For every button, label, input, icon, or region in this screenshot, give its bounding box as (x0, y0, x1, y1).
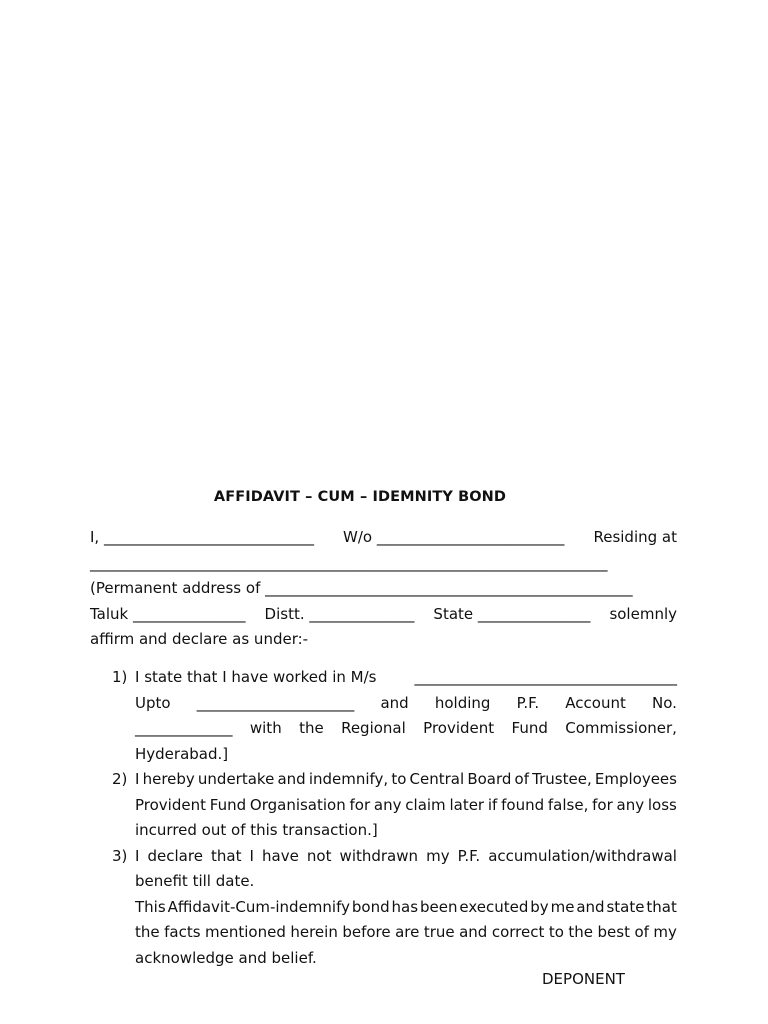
declaration-word: Provident (423, 719, 495, 737)
declaration-word: that (211, 846, 242, 865)
declaration-word: not (306, 846, 332, 865)
declaration-line (135, 767, 677, 793)
declaration-line (135, 665, 677, 691)
declaration-word: P.F. (516, 693, 540, 712)
declaration-word: Affidavit-Cum-indemnify (167, 897, 350, 916)
declaration-line: incurred out of this transaction.] (135, 821, 378, 839)
declaration-line (135, 844, 677, 870)
declaration-word: I (135, 846, 140, 865)
intro-line-1 (90, 525, 677, 551)
declaration-word: Central (409, 770, 465, 788)
declaration-line (135, 716, 677, 742)
declaration-line: acknowledge and belief. (135, 948, 317, 967)
declaration-word: me (550, 897, 575, 916)
declaration-word: _____________ (135, 719, 233, 737)
declaration-number: 1) (112, 668, 128, 686)
declaration-word: Upto (135, 693, 171, 712)
declaration-word: No. (652, 693, 677, 712)
declaration-word: hereby (142, 770, 195, 788)
declaration-word: Regional (341, 719, 406, 737)
declaration-word: are (395, 923, 420, 941)
declaration-word: holding (434, 693, 491, 712)
declaration-word: any (616, 795, 645, 814)
intro-line-5 (90, 627, 677, 653)
intro-line-4-part: Taluk _______________ (90, 604, 246, 623)
declaration-word: Commissioner, (565, 719, 677, 737)
declaration-line: benefit till date. (135, 872, 255, 890)
declaration-word: state (606, 897, 645, 916)
intro-blank-line: _____________________________________________________________________ (90, 553, 608, 572)
deponent-signature-label: DEPONENT (542, 970, 625, 988)
declaration-word: found (501, 795, 545, 814)
declaration-word: _____________________ (196, 693, 355, 712)
declaration-text (135, 665, 677, 767)
declaration-word: herein (290, 923, 338, 941)
declaration-word: and (459, 923, 488, 941)
affirm-text: affirm and declare as under:- (90, 630, 309, 648)
declaration-word: facts (164, 923, 201, 941)
declaration-word: if (487, 795, 498, 814)
intro-line-4-part: solemnly (609, 604, 677, 623)
declaration-word: to (391, 770, 407, 788)
declaration-word: the (568, 923, 594, 941)
declaration-word: and (576, 897, 605, 916)
declaration-word: Fund (511, 719, 548, 737)
declaration-word: undertake (197, 770, 275, 788)
declaration-line: Hyderabad.] (135, 744, 229, 763)
declaration-line (135, 793, 677, 819)
declaration-text (135, 844, 677, 972)
declaration-word: Trustee, (532, 770, 592, 788)
permanent-address-line: (Permanent address of _________________________________________________ (90, 579, 633, 597)
intro-line-2 (90, 551, 677, 577)
declaration-word: for (349, 795, 371, 814)
intro-line-4-part: State _______________ (433, 604, 591, 623)
document-title: AFFIDAVIT – CUM – IDEMNITY BOND (213, 489, 507, 505)
declaration-word: before (342, 923, 391, 941)
declaration-text (135, 767, 677, 844)
declaration-word: that (646, 897, 677, 916)
declaration-word: claim (405, 795, 446, 814)
declaration-word: I (249, 846, 254, 865)
declaration-word: indemnify, (308, 770, 389, 788)
declaration-word: I state that I have worked in M/s (135, 668, 377, 686)
declaration-word: been (419, 897, 458, 916)
declaration-word: Organisation (249, 795, 346, 814)
intro-line-1-part: Residing at (593, 528, 677, 546)
declaration-word: This (135, 897, 166, 916)
declaration-word: to (548, 923, 564, 941)
declaration-word: my (653, 923, 677, 941)
declaration-word: Provident (135, 795, 206, 814)
declaration-word: I (135, 770, 140, 788)
declaration-word: accumulation/withdrawal (488, 846, 677, 865)
declaration-word: with (249, 719, 282, 737)
declaration-word: Fund (209, 795, 247, 814)
intro-line-1-part: I, ____________________________ (90, 528, 314, 546)
declaration-word: the (299, 719, 324, 737)
declaration-word: and (277, 770, 306, 788)
declaration-word: false, (547, 795, 589, 814)
declaration-item (112, 767, 677, 844)
declaration-line (135, 895, 677, 921)
declaration-word: have (262, 846, 299, 865)
declaration-word: of (514, 770, 530, 788)
declaration-item (112, 844, 677, 972)
intro-line-1-part: W/o _________________________ (343, 528, 565, 546)
declaration-word: Board (467, 770, 512, 788)
declaration-word: mentioned (205, 923, 286, 941)
declaration-line (135, 920, 677, 946)
declaration-word: executed (459, 897, 529, 916)
declaration-number: 2) (112, 770, 128, 788)
declaration-word: bond (351, 897, 390, 916)
declaration-word: withdrawn (339, 846, 419, 865)
declaration-word: by (530, 897, 549, 916)
declaration-item (112, 665, 677, 767)
declaration-word: loss (647, 795, 677, 814)
declaration-word: the (135, 923, 160, 941)
intro-line-4-part: Distt. ______________ (264, 604, 415, 623)
declaration-word: ___________________________________ (414, 668, 677, 686)
intro-line-4 (90, 602, 677, 628)
declaration-number: 3) (112, 846, 128, 865)
declaration-word: Employees (594, 770, 677, 788)
intro-line-3 (90, 576, 677, 602)
declaration-list (112, 665, 677, 971)
declaration-word: any (373, 795, 402, 814)
declaration-word: and (380, 693, 409, 712)
declaration-word: P.F. (457, 846, 481, 865)
declaration-word: of (634, 923, 649, 941)
declaration-word: later (449, 795, 485, 814)
declaration-word: declare (147, 846, 203, 865)
declaration-word: Account (565, 693, 626, 712)
declaration-word: for (592, 795, 613, 814)
declaration-word: has (391, 897, 419, 916)
declaration-word: true (423, 923, 455, 941)
declaration-word: correct (491, 923, 545, 941)
declaration-line (135, 691, 677, 717)
intro-paragraph (90, 525, 677, 653)
declaration-word: my (426, 846, 450, 865)
declaration-word: best (597, 923, 630, 941)
